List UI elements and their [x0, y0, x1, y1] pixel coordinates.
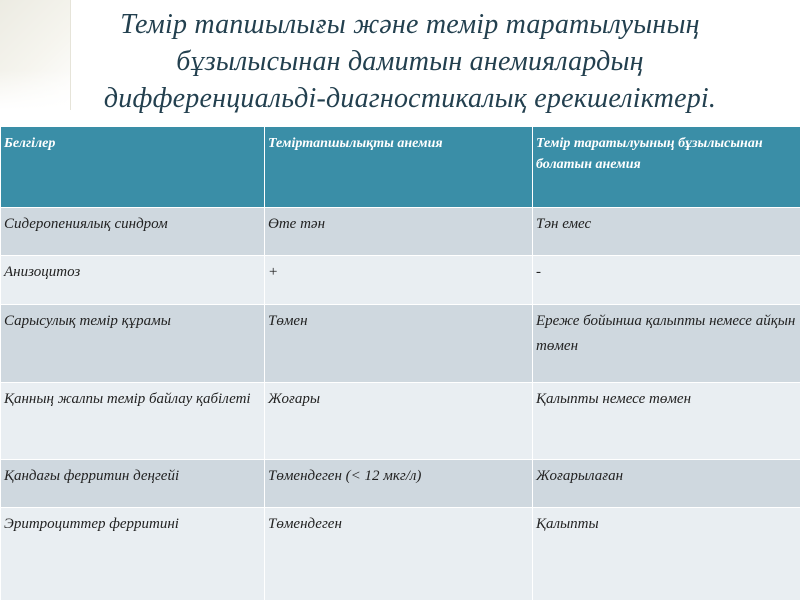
table-row: [1, 508, 800, 600]
comparison-table: [0, 126, 800, 600]
table-cell: Ереже бойынша қалыпты немесе айқын төмен: [533, 305, 800, 383]
table-row: [1, 208, 800, 256]
table-cell: Жоғары: [265, 383, 533, 460]
title-line: бұзылысынан дамитын анемиялардың: [176, 46, 644, 77]
table-row: [1, 305, 800, 383]
table-cell: Қалыпты: [533, 508, 800, 600]
table-cell: Қанның жалпы темір байлау қабілеті: [1, 383, 265, 460]
table-header-row: [1, 127, 800, 208]
table-cell: Тән емес: [533, 208, 800, 256]
table-cell: Өте тән: [265, 208, 533, 256]
table-row: [1, 256, 800, 305]
header-cell-iron-deficiency-anemia: Теміртапшылықты анемия: [265, 127, 533, 208]
header-cell-iron-redistribution-anemia: Темір таратылуының бұзылысынан болатын анемия: [533, 127, 800, 208]
table-cell: Эритроциттер ферритині: [1, 508, 265, 600]
slide-title: [40, 6, 780, 117]
table-cell: Жоғарылаған: [533, 460, 800, 508]
table-cell: +: [265, 256, 533, 305]
table-cell: -: [533, 256, 800, 305]
table-cell: Қандағы ферритин деңгейі: [1, 460, 265, 508]
table-row: [1, 383, 800, 460]
table-cell: Қалыпты немесе төмен: [533, 383, 800, 460]
table-cell: Төмендеген (< 12 мкг/л): [265, 460, 533, 508]
table-cell: Сидеропениялық синдром: [1, 208, 265, 256]
table-cell: Анизоцитоз: [1, 256, 265, 305]
title-line: Темір тапшылығы және темір таратылуының: [120, 9, 700, 40]
table-cell: Төмендеген: [265, 508, 533, 600]
title-line: дифференциальді-диагностикалық ерекшеліктері.: [103, 83, 717, 114]
table-cell: Төмен: [265, 305, 533, 383]
table-row: [1, 460, 800, 508]
table-cell: Сарысулық темір құрамы: [1, 305, 265, 383]
header-cell-signs: Белгілер: [1, 127, 265, 208]
